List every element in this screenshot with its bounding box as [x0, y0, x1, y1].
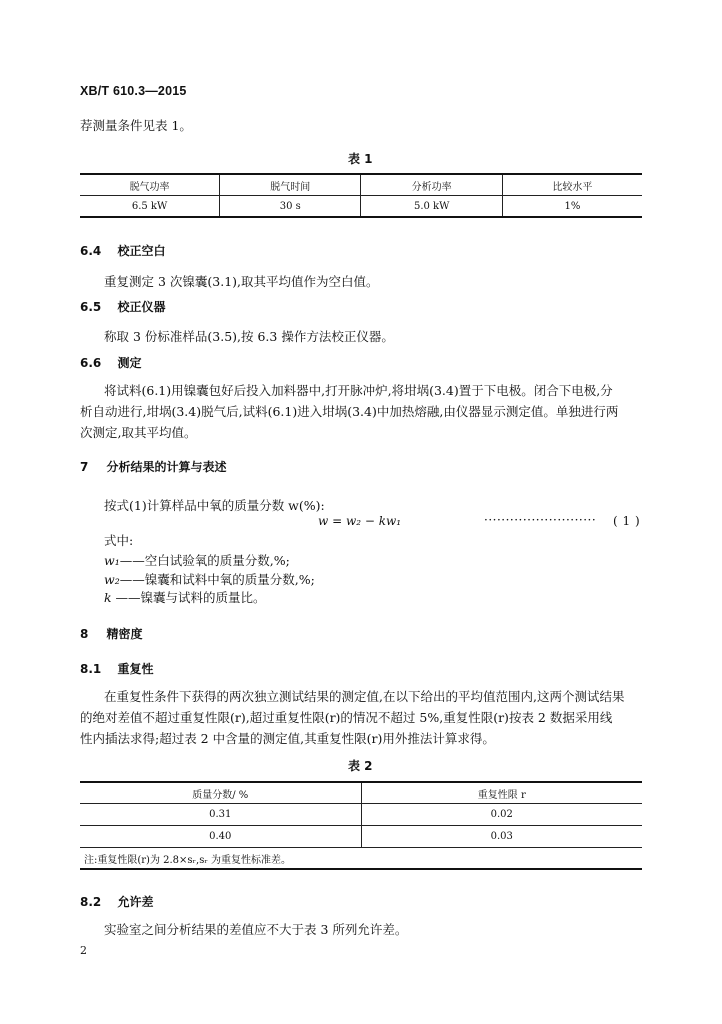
table-header-cell: 分析功率 — [361, 174, 502, 196]
section-6-6-heading — [80, 354, 141, 371]
section-title: 精密度 — [106, 627, 143, 641]
table-cell: 6.5 kW — [80, 196, 220, 218]
definition-text: ——镍囊与试料的质量比。 — [111, 590, 266, 605]
table-header-cell: 脱气功率 — [80, 174, 220, 196]
table-note: 注:重复性限(r)为 2.8×sᵣ,sᵣ 为重复性标准差。 — [80, 848, 642, 870]
table-cell: 1% — [502, 196, 642, 218]
symbol: w₁ — [104, 553, 120, 568]
section-6-4-heading — [80, 242, 165, 259]
section-6-4-text: 重复测定 3 次镍囊(3.1),取其平均值作为空白值。 — [104, 274, 379, 289]
table-header-row — [80, 782, 642, 804]
section-number: 6.5 — [80, 300, 102, 314]
table-cell: 5.0 kW — [361, 196, 502, 218]
table1-caption: 表 1 — [348, 152, 373, 166]
intro-line: 荐测量条件见表 1。 — [80, 118, 192, 133]
section-title: 校正仪器 — [117, 300, 166, 314]
section-8-heading — [80, 625, 143, 642]
section-8-2-text: 实验室之间分析结果的差值应不大于表 3 所列允许差。 — [104, 922, 408, 937]
page-number: 2 — [80, 944, 87, 957]
symbol: w₂ — [104, 572, 120, 587]
table-note-row — [80, 848, 642, 870]
definition-text: ——镍囊和试料中氧的质量分数,%; — [119, 572, 315, 587]
where-label: 式中: — [104, 533, 134, 548]
section-6-5-heading — [80, 298, 165, 315]
section-number: 7 — [80, 460, 89, 474]
table-header-row — [80, 174, 642, 196]
section-number: 8 — [80, 627, 89, 641]
formula-number: ( 1 ) — [613, 514, 641, 528]
section-number: 8.1 — [80, 662, 102, 676]
table-cell: 30 s — [220, 196, 361, 218]
paragraph-line: 的绝对差值不超过重复性限(r),超过重复性限(r)的情况不超过 5%,重复性限(r)按表 2 数据采用线 — [80, 710, 613, 725]
table-row — [80, 804, 642, 826]
table-header-cell: 比较水平 — [502, 174, 642, 196]
table-cell: 0.02 — [361, 804, 642, 826]
section-8-2-heading — [80, 893, 153, 910]
section-title: 分析结果的计算与表述 — [106, 460, 227, 474]
table-1 — [80, 173, 642, 218]
section-title: 校正空白 — [117, 244, 166, 258]
section-number: 8.2 — [80, 895, 102, 909]
table-cell: 0.31 — [80, 804, 361, 826]
section-title: 重复性 — [117, 662, 154, 676]
table-2 — [80, 781, 642, 870]
paragraph-line: 次测定,取其平均值。 — [80, 425, 197, 440]
formula-intro: 按式(1)计算样品中氧的质量分数 w(%): — [104, 498, 325, 513]
table2-caption: 表 2 — [348, 759, 373, 773]
section-title: 允许差 — [117, 895, 154, 909]
formula-leader-dots: ·························· — [484, 513, 597, 527]
section-number: 6.6 — [80, 356, 102, 370]
section-7-heading — [80, 458, 227, 475]
section-8-1-heading — [80, 660, 153, 677]
standard-number: XB/T 610.3—2015 — [80, 84, 187, 98]
paragraph-line: 将试料(6.1)用镍囊包好后投入加料器中,打开脉冲炉,将坩埚(3.4)置于下电极。闭合下电极,分 — [104, 383, 613, 398]
table-header-cell: 质量分数/ % — [80, 782, 361, 804]
table-cell: 0.03 — [361, 826, 642, 848]
definition-item — [104, 587, 266, 608]
section-title: 测定 — [117, 356, 142, 370]
section-6-5-text: 称取 3 份标准样品(3.5),按 6.3 操作方法校正仪器。 — [104, 329, 394, 344]
symbol: k — [104, 590, 112, 605]
paragraph-line: 性内插法求得;超过表 2 中含量的测定值,其重复性限(r)用外推法计算求得。 — [80, 731, 495, 746]
paragraph-line: 在重复性条件下获得的两次独立测试结果的测定值,在以下给出的平均值范围内,这两个测试结果 — [104, 689, 625, 704]
table-row — [80, 826, 642, 848]
table-cell: 0.40 — [80, 826, 361, 848]
section-number: 6.4 — [80, 244, 102, 258]
paragraph-line: 析自动进行,坩埚(3.4)脱气后,试料(6.1)进入坩埚(3.4)中加热熔融,由仪器显示测定值。单独进行两 — [80, 404, 619, 419]
table-header-cell: 脱气时间 — [220, 174, 361, 196]
table-header-cell: 重复性限 r — [361, 782, 642, 804]
definition-text: ——空白试验氧的质量分数,%; — [119, 553, 290, 568]
table-row — [80, 196, 642, 218]
formula-1: w = w₂ − kw₁ — [318, 514, 402, 528]
definition-item — [104, 550, 290, 571]
